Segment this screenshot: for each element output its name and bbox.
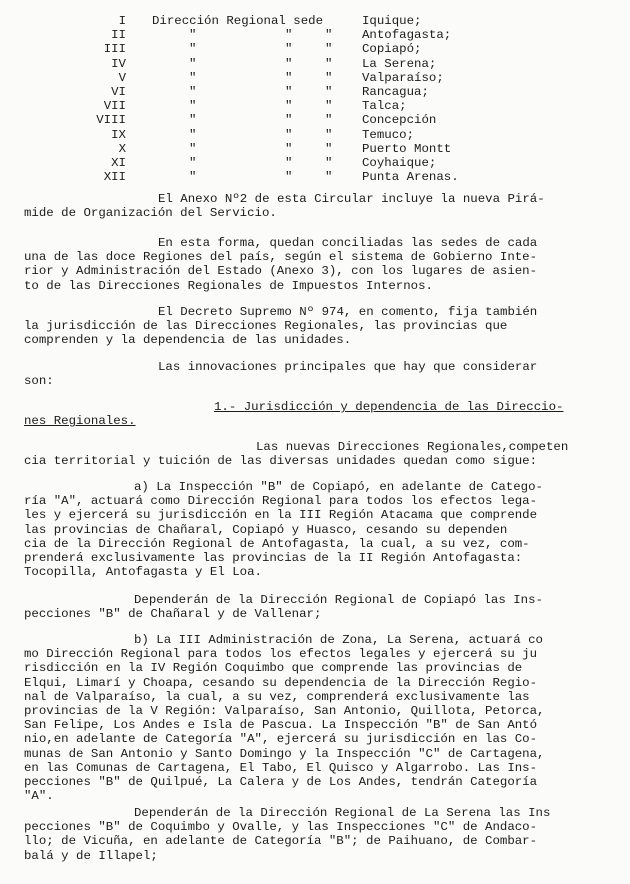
- region-number: XII: [103, 170, 126, 185]
- region-number: I: [118, 14, 126, 28]
- ditto-mark: ": [325, 170, 333, 185]
- section-heading-jurisdiccion: [24, 400, 609, 428]
- ditto-mark: ": [189, 141, 197, 156]
- region-row: [96, 42, 516, 56]
- text-line: b) La III Administración de Zona, La Serena, actuará co: [134, 633, 543, 647]
- region-label: Dirección Regional sede: [152, 14, 324, 28]
- region-number: IX: [111, 127, 126, 142]
- ditto-mark: ": [189, 170, 197, 185]
- ditto-mark: ": [325, 99, 333, 114]
- region-row: [96, 57, 516, 71]
- region-number: XI: [111, 155, 126, 170]
- ditto-mark: ": [285, 170, 293, 185]
- text-line: pecciones "B" de Quilpué, La Calera y de Los Andes, tendrán Categoría: [24, 775, 538, 790]
- text-line: munas de San Antonio y Santo Domingo y la Inspección "C" de Cartagena,: [24, 746, 545, 761]
- text-line: rior y Administración del Estado (Anexo 3), con los lugares de asien-: [24, 264, 538, 279]
- text-line: comprenden y la dependencia de las unidades.: [24, 333, 352, 348]
- text-line: Dependerán de la Dirección Regional de Copiapó las Ins-: [134, 593, 543, 607]
- ditto-mark: ": [325, 56, 333, 71]
- region-city: Puerto Montt: [362, 141, 452, 156]
- paragraph-dependencia-copiapo: [24, 593, 609, 621]
- region-row: [96, 142, 516, 156]
- text-line: En esta forma, quedan conciliadas las sedes de cada: [158, 236, 538, 250]
- region-city: Talca;: [362, 99, 407, 114]
- region-city: Antofagasta;: [362, 28, 452, 43]
- ditto-mark: ": [285, 99, 293, 114]
- region-row: [96, 170, 516, 184]
- text-line: provincias de la V Región: Valparaíso, San Antonio, Quillota, Petorca,: [24, 704, 545, 719]
- text-line: balá y de Illapel;: [24, 848, 158, 863]
- text-line: Las innovaciones principales que hay que considerar: [158, 360, 538, 374]
- region-city: Concepción: [362, 113, 437, 128]
- ditto-mark: ": [189, 127, 197, 142]
- text-line: mide de Organización del Servicio.: [24, 206, 277, 221]
- ditto-mark: ": [325, 70, 333, 85]
- paragraph-nuevas-direcciones: [24, 440, 609, 468]
- text-line: to de las Direcciones Regionales de Impuestos Internos.: [24, 278, 433, 293]
- ditto-mark: ": [285, 155, 293, 170]
- ditto-mark: ": [285, 28, 293, 43]
- ditto-mark: ": [189, 56, 197, 71]
- region-number: VI: [111, 84, 126, 99]
- text-line: nal de Valparaíso, la cual, a su vez, comprenderá exclusivamente las: [24, 689, 530, 704]
- text-line: prenderá exclusivamente las provincias de la II Región Antofagasta:: [24, 551, 523, 566]
- text-line: Tocopilla, Antofagasta y El Loa.: [24, 565, 262, 580]
- text-line: en las Comunas de Cartagena, El Tabo, El Quisco y Algarrobo. Las Ins-: [24, 760, 538, 775]
- region-row: [96, 113, 516, 127]
- region-row: [96, 28, 516, 42]
- text-line: nio,en adelante de Categoría "A", ejercerá su jurisdicción en las Co-: [24, 732, 538, 747]
- region-city: Rancagua;: [362, 84, 429, 99]
- text-line: risdicción en la IV Región Coquimbo que comprende las provincias de: [24, 661, 523, 676]
- ditto-mark: ": [189, 42, 197, 57]
- region-city: Copiapó;: [362, 42, 422, 57]
- text-line: a) La Inspección "B" de Copiapó, en adelante de Catego-: [134, 480, 543, 494]
- region-number: V: [118, 70, 126, 85]
- ditto-mark: ": [325, 42, 333, 57]
- text-line: son:: [24, 374, 54, 389]
- ditto-mark: ": [285, 141, 293, 156]
- region-number: III: [103, 42, 126, 57]
- paragraph-item-b: [24, 633, 609, 803]
- text-line: 1.- Jurisdicción y dependencia de las Direccio-: [214, 400, 564, 414]
- region-number: II: [111, 28, 126, 43]
- ditto-mark: ": [189, 99, 197, 114]
- text-line: El Anexo Nº2 de esta Circular incluye la nueva Pirá-: [158, 192, 545, 206]
- region-number: VIII: [96, 113, 126, 128]
- text-line: mo Dirección Regional para todos los efectos legales y ejercerá su ju: [24, 647, 538, 662]
- region-row: [96, 14, 516, 28]
- ditto-mark: ": [189, 84, 197, 99]
- text-line: San Felipe, Los Andes e Isla de Pascua. La Inspección "B" de San Antó: [24, 718, 538, 733]
- text-line: ría "A", actuará como Dirección Regional para todos los efectos lega-: [24, 494, 538, 509]
- region-city: Valparaíso;: [362, 70, 444, 85]
- region-row: [96, 128, 516, 142]
- region-city: La Serena;: [362, 56, 437, 71]
- text-line: llo; de Vicuña, en adelante de Categoría "B"; de Paihuano, de Combar-: [24, 834, 538, 849]
- ditto-mark: ": [285, 127, 293, 142]
- text-line: Elqui, Limarí y Choapa, cesando su dependencia de la Dirección Regio-: [24, 675, 538, 690]
- ditto-mark: ": [325, 127, 333, 142]
- ditto-mark: ": [189, 28, 197, 43]
- paragraph-conciliation: [24, 236, 609, 293]
- ditto-mark: ": [189, 155, 197, 170]
- text-line: la jurisdicción de las Direcciones Regionales, las provincias que: [24, 319, 508, 334]
- region-city: Punta Arenas.: [362, 170, 459, 185]
- region-row: [96, 85, 516, 99]
- ditto-mark: ": [285, 70, 293, 85]
- text-line: El Decreto Supremo Nº 974, en comento, fija también: [158, 305, 538, 319]
- text-line: cia territorial y tuición de las diversas unidades quedan como sigue:: [24, 454, 538, 469]
- paragraph-innovaciones: [24, 360, 609, 388]
- region-number: VII: [103, 99, 126, 114]
- region-number: IV: [111, 56, 126, 71]
- text-line: cia de la Dirección Regional de Antofagasta, la cual, a su vez, com-: [24, 536, 530, 551]
- text-line: nes Regionales.: [24, 414, 136, 429]
- paragraph-item-a: [24, 480, 609, 579]
- text-line: pecciones "B" de Chañaral y de Vallenar;: [24, 607, 322, 622]
- ditto-mark: ": [325, 155, 333, 170]
- region-city: Coyhaique;: [362, 155, 437, 170]
- text-line: les y ejercerá su jurisdicción en la III Región Atacama que comprende: [24, 508, 538, 523]
- region-row: [96, 71, 516, 85]
- ditto-mark: ": [285, 84, 293, 99]
- text-line: una de las doce Regiones del país, según el sistema de Gobierno Inte-: [24, 250, 538, 265]
- paragraph-decreto: [24, 305, 609, 348]
- paragraph-dependencia-la-serena: [24, 806, 609, 863]
- text-line: pecciones "B" de Coquimbo y Ovalle, y las Inspecciones "C" de Andaco-: [24, 820, 538, 835]
- ditto-mark: ": [285, 113, 293, 128]
- ditto-mark: ": [325, 28, 333, 43]
- region-row: [96, 99, 516, 113]
- region-row: [96, 156, 516, 170]
- text-line: las provincias de Chañaral, Copiapó y Huasco, cesando su dependen: [24, 522, 508, 537]
- text-line: Las nuevas Direcciones Regionales,competen: [256, 440, 569, 454]
- region-city: Temuco;: [362, 127, 415, 142]
- ditto-mark: ": [285, 56, 293, 71]
- text-line: "A".: [24, 789, 54, 804]
- ditto-mark: ": [285, 42, 293, 57]
- ditto-mark: ": [189, 70, 197, 85]
- regions-list: [96, 14, 516, 184]
- region-number: X: [118, 141, 126, 156]
- ditto-mark: ": [189, 113, 197, 128]
- ditto-mark: ": [325, 84, 333, 99]
- paragraph-anexo: [24, 192, 609, 220]
- region-city: Iquique;: [362, 14, 422, 28]
- ditto-mark: ": [325, 141, 333, 156]
- ditto-mark: ": [325, 113, 333, 128]
- text-line: Dependerán de la Dirección Regional de La Serena las Ins: [134, 806, 551, 820]
